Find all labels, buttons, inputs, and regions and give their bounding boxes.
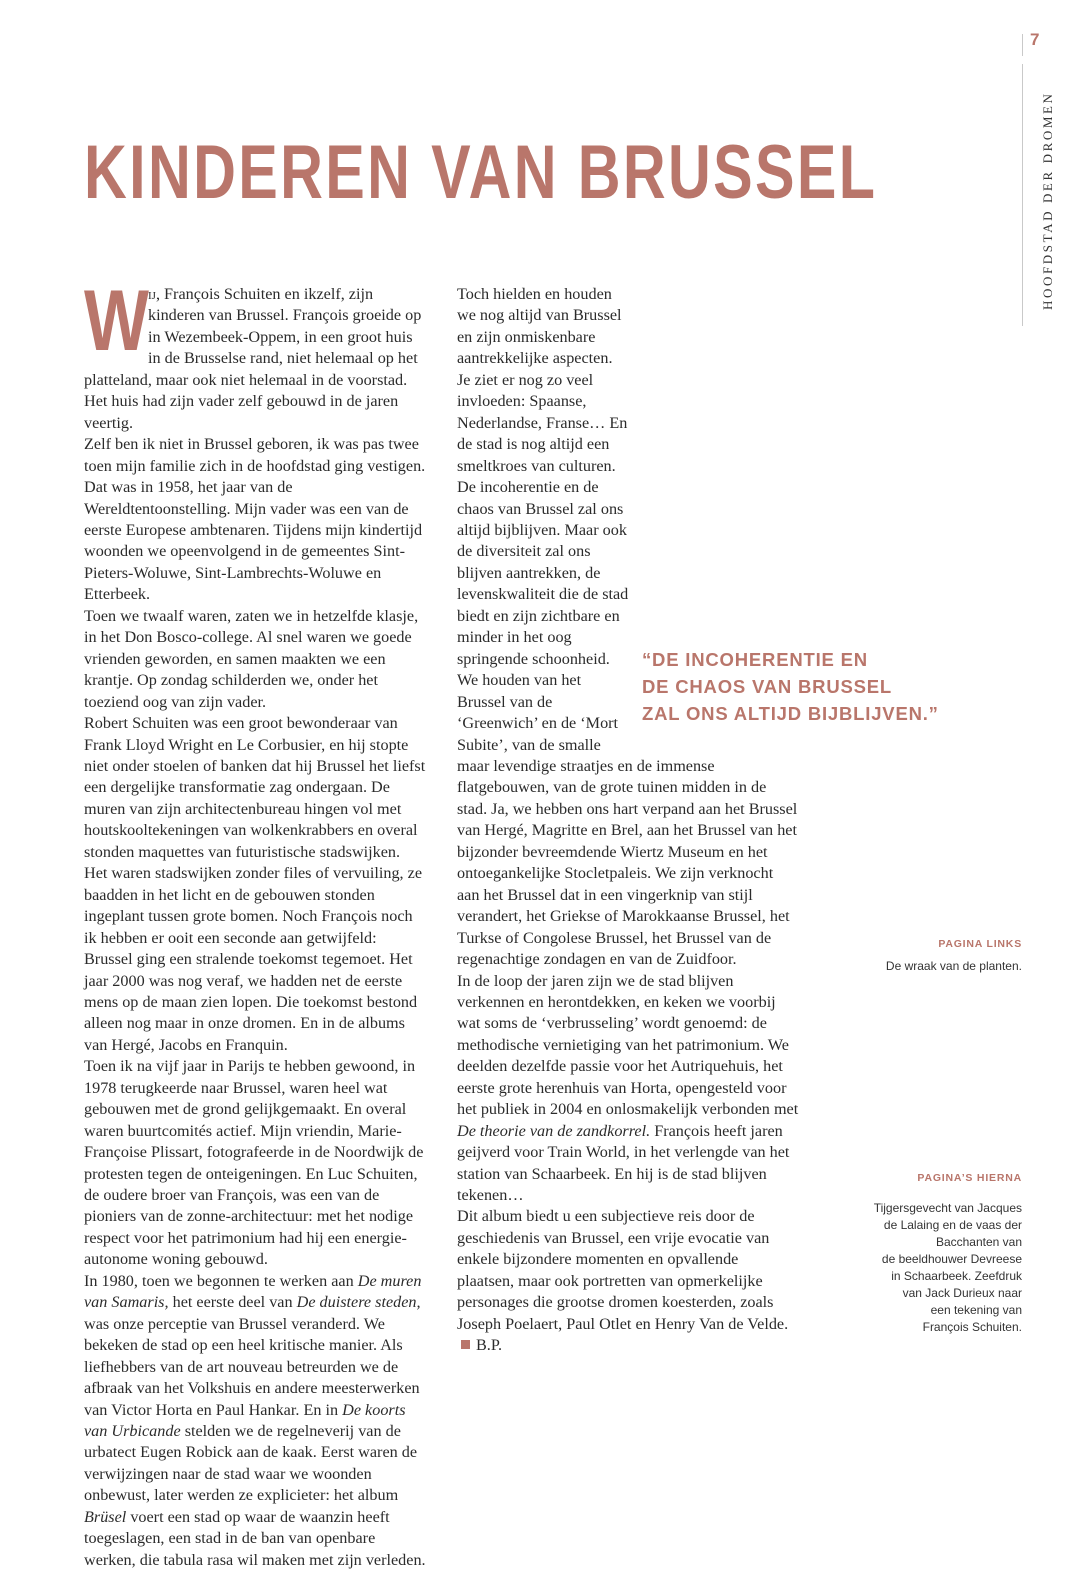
- paragraph-4: Robert Schuiten was een groot bewonderaar van Frank Lloyd Wright en Le Corbusier, en hij stopte niet onder stoelen of banken dat hij Brussel het liefst een dergelijke transformatie zag ondergaan. De muren van zijn architectenbureau hingen vol met houtskooltekeningen van wolkenkrabbers en overal stonden maquettes van futuristische stadswijken. Het waren stadswijken zonder files of vervuiling, ze baadden in het licht en de gebouwen stonden ingeplant tussen grote bomen. Noch François noch ik hebben er ooit een seconde aan getwijfeld: Brussel ging een stralende toekomst tegemoet. Het jaar 2000 was nog veraf, we hadden net de eerste mens op de maan zien lopen. Die toekomst bestond alleen nog maar in onze dromen. En in de albums van Hergé, Jacobs en Franquin.: [84, 714, 426, 1054]
- signature: B.P.: [476, 1336, 503, 1355]
- caption-line: de beeldhouwer Devreese: [881, 1252, 1022, 1266]
- article-column-2: [457, 284, 799, 1357]
- page-number: 7: [1030, 30, 1040, 49]
- caption-line: van Jack Durieux naar: [902, 1286, 1022, 1300]
- paragraph-7: Toch hielden en houden we nog altijd van Brussel en zijn onmiskenbare aantrekkelijke aspecten. Je ziet er nog zo veel invloeden: Spaanse, Nederlandse, Franse… En de stad is nog altijd een smeltkroes van culturen. De incoherentie en de chaos van Brussel zal ons altijd bijblijven. Maar ook de diversiteit zal ons blijven aantrekken, de levenskwaliteit die de stad biedt en zijn zichtbare en minder in het oog springende schoonheid. We houden van het Brussel van de ‘Greenwich’ en de ‘Mort Subite’, van de smalle maar levendige straatjes en de immense flatgebouwen, van de grote tuinen midden in de stad. Ja, we hebben ons hart verpand aan het Brussel van Hergé, Magritte en Brel, aan het Brussel van het bijzonder bevreemdende Wiertz Museum en het ontoegankelijke Stocletpaleis. We zijn verknocht aan het Brussel dat in een vingerknip van stijl verandert, het Griekse of Marokkaanse Brussel, het Turkse of Congolese Brussel, het Brussel van de regenachtige zondagen en van de Zuidfoor.: [457, 285, 798, 969]
- pull-quote-line: DE CHAOS VAN BRUSSEL: [642, 676, 893, 697]
- caption-line: Bacchanten van: [935, 1235, 1022, 1249]
- pull-quote-line: ZAL ONS ALTIJD BIJBLIJVEN.”: [642, 703, 939, 724]
- running-head: HOOFDSTAD DER DROMEN: [1040, 91, 1055, 310]
- article-column-1: [84, 273, 426, 1571]
- caption-line: een tekening van: [930, 1303, 1022, 1317]
- running-head-rule: [1022, 64, 1023, 326]
- end-mark-icon: [461, 1340, 470, 1349]
- paragraph-6: In 1980, toen we begonnen te werken aan De muren van Samaris, het eerste deel van De duistere steden, was onze perceptie van Brussel veranderd. We bekeken de stad op een heel kritische manier. Als liefhebbers van de art nouveau betreurden we de afbraak van het Volkshuis en andere meesterwerken van Victor Horta en Paul Hankar. En in De koorts van Urbicande stelden we de regelneverij van de urbatect Eugen Robick aan de kaak. Eerst waren de verwijzingen naar de stad waar we woonden onbewust, later werden ze explicieter: het album Brüsel voert een stad op waar de waanzin heeft toegeslagen, een stad in de ban van openbare werken, die tabula rasa wil maken met zijn verleden.: [84, 1271, 426, 1569]
- paragraph-2: Zelf ben ik niet in Brussel geboren, ik was pas twee toen mijn familie zich in de hoofdstad ging vestigen. Dat was in 1958, het jaar van de Wereldtentoonstelling. Mijn vader was een van de eerste Europese ambtenaren. Tijdens mijn kindertijd woonden we opeenvolgend in de gemeentes Sint-Pieters-Woluwe, Sint-Lambrechts-Woluwe en Etterbeek.: [84, 435, 426, 604]
- caption-heading-left-page: PAGINA LINKS: [938, 938, 1022, 950]
- pull-quote-line: “DE INCOHERENTIE EN: [642, 649, 868, 670]
- caption-line: François Schuiten.: [922, 1320, 1022, 1334]
- caption-next-pages: [874, 1200, 1022, 1336]
- paragraph-5: Toen ik na vijf jaar in Parijs te hebben gewoond, in 1978 terugkeerde naar Brussel, waren heel wat gebouwen met de grond gelijkgemaakt. En overal waren buurtcomités actief. Mijn vriendin, Marie-Françoise Plissart, fotografeerde in de Noordwijk de protesten tegen de onteigeningen. En Luc Schuiten, de oudere broer van François, was een van de pioniers van de zonne-architectuur: met het nodige respect voor het patrimonium had hij een energie-autonome woning gebouwd.: [84, 1057, 424, 1269]
- page-number-rule: [1022, 34, 1023, 56]
- caption-line: in Schaarbeek. Zeefdruk: [891, 1269, 1022, 1283]
- pull-quote: [642, 646, 962, 727]
- paragraph-9: Dit album biedt u een subjectieve reis door de geschiedenis van Brussel, een vrije evocatie van enkele bijzondere momenten en opvallende plaatsen, maar ook portretten van opmerkelijke personages die grootse dromen koesterden, zoals Joseph Poelaert, Paul Otlet en Henry Van de Velde.B.P.: [457, 1207, 789, 1355]
- caption-left-page: De wraak van de planten.: [885, 959, 1022, 973]
- article-title: KINDEREN VAN BRUSSEL: [84, 130, 878, 215]
- paragraph-3: Toen we twaalf waren, zaten we in hetzelfde klasje, in het Don Bosco-college. Al snel waren we goede vrienden geworden, en samen maakten we een krantje. Op zondag schilderden we, onder het toeziend oog van zijn vader.: [84, 606, 419, 711]
- paragraph-8: In de loop der jaren zijn we de stad blijven verkennen en herontdekken, en keken we voorbij wat soms de ‘verbrusseling’ wordt genoemd: de methodische vernietiging van het patrimonium. We deelden dezelfde passie voor het Autriquehuis, het eerste grote herenhuis van Horta, opengesteld voor het publiek in 2004 en onlosmakelijk verbonden met De theorie van de zandkorrel. François heeft jaren geijverd voor Train World, in het verlengde van het station van Schaarbeek. En hij is de stad blijven tekenen…: [457, 971, 799, 1205]
- drop-cap: W: [84, 273, 149, 369]
- paragraph-1: ij, François Schuiten en ikzelf, zijn kinderen van Brussel. François groeide op in Wezembeek-Oppem, in een groot huis in de Brusselse rand, niet helemaal op het platteland, maar ook niet helemaal in de voorstad. Het huis had zijn vader zelf gebouwd in de jaren veertig.: [84, 285, 422, 432]
- intro-smallcaps: ij,: [148, 285, 160, 303]
- caption-heading-next-pages: PAGINA’S HIERNA: [917, 1172, 1022, 1184]
- caption-line: de Lalaing en de vaas der: [883, 1218, 1022, 1232]
- caption-line: Tijgersgevecht van Jacques: [873, 1201, 1022, 1215]
